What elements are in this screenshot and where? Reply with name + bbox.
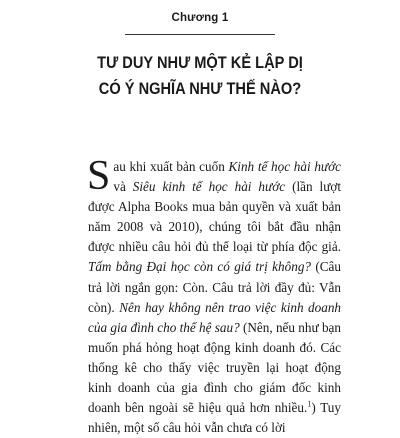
book-title-1: Kinh tế học hài hước — [228, 159, 341, 174]
body-paragraph — [87, 153, 342, 438]
chapter-title-line-2: CÓ Ý NGHĨA NHƯ THẾ NÀO? — [98, 79, 302, 98]
chapter-label: Chương 1 — [171, 12, 229, 24]
text-segment: au khi xuất bản cuốn — [113, 159, 229, 174]
text-segment: ) Tuy nhiên, một số câu hỏi vẫn chưa có lời — [88, 400, 341, 436]
chapter-divider — [125, 34, 275, 35]
question-1: Tấm bằng Đại học còn có giá trị không? — [88, 259, 312, 275]
text-segment: (lần lượt được Alpha Books mua bản quyền và xuất bản năm 2008 và 2010), chúng tôi bắt đầu nhận được nhiều câu hỏi đủ thể loại từ phía độc giả. — [88, 179, 342, 255]
footnote-marker: 1 — [307, 399, 312, 409]
chapter-title-line-1: TƯ DUY NHƯ MỘT KẺ LẬP DỊ — [97, 53, 303, 72]
text-segment: (Nên, nếu như bạn muốn phá hỏng hoạt động kinh doanh đó. Các thống kê cho thấy việc truyền lại hoạt động kinh doanh của gia đình cho giám đốc kinh doanh bên ngoài sẽ hiệu quả hơn nhiều. — [88, 319, 341, 416]
chapter-title — [28, 50, 372, 102]
question-2: Nên hay không nên trao việc kinh doanh của gia đình cho thế hệ sau? — [88, 299, 342, 335]
text-segment: (Câu trả lời ngắn gọn: Còn. Câu trả lời đầy đủ: Vẫn còn). — [88, 259, 341, 315]
book-title-2: Siêu kinh tế học hài hước — [132, 179, 286, 195]
text-segment: và — [113, 179, 133, 195]
drop-cap: S — [87, 153, 111, 199]
